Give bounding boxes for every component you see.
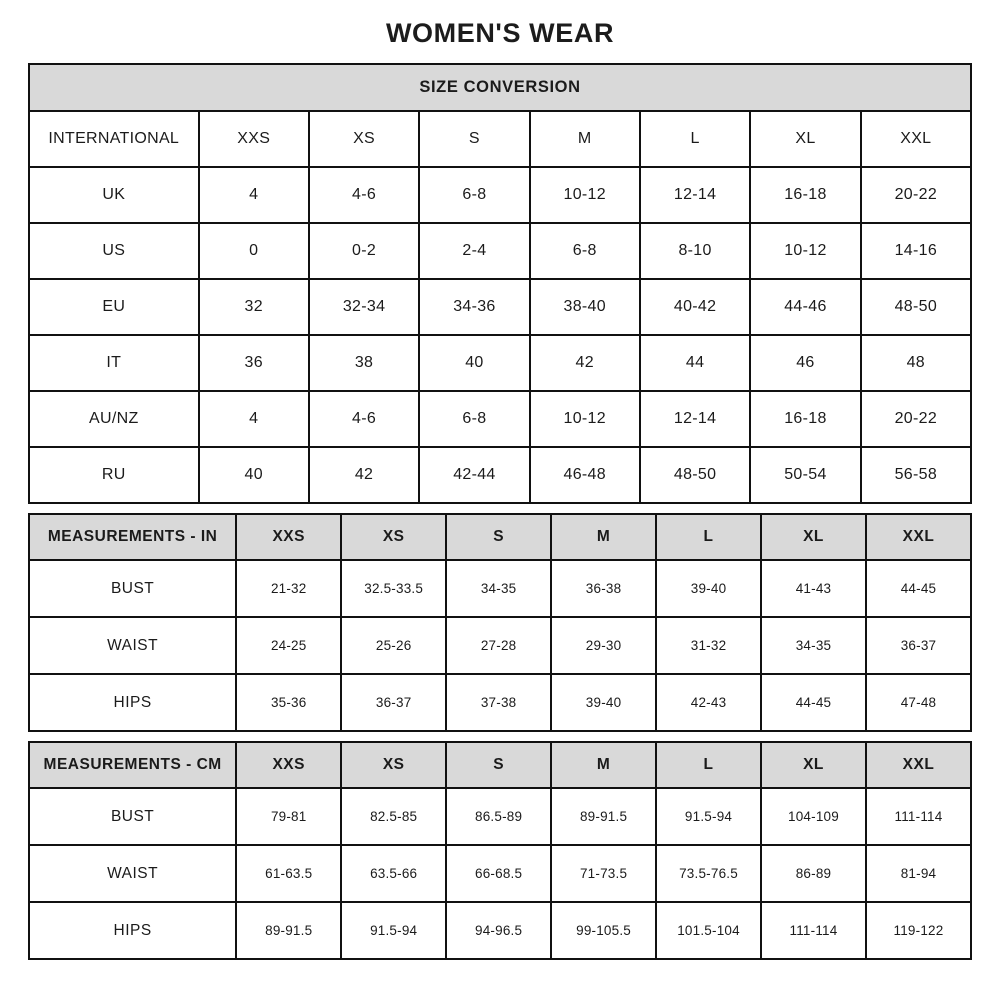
size-row-us — [29, 223, 971, 279]
size-cell: 46 — [750, 335, 860, 391]
size-cell: 32-34 — [309, 279, 419, 335]
size-row-international — [29, 111, 971, 167]
measurement-cell: 91.5-94 — [656, 788, 761, 845]
measurement-cell: 63.5-66 — [341, 845, 446, 902]
size-cell: XL — [750, 111, 860, 167]
size-cell: 20-22 — [861, 391, 971, 447]
size-cell: 6-8 — [530, 223, 640, 279]
measurements-in-table — [28, 513, 972, 732]
measurement-cell: 24-25 — [236, 617, 341, 674]
measurement-cell: 73.5-76.5 — [656, 845, 761, 902]
measurement-cell: 104-109 — [761, 788, 866, 845]
measurement-cell: 31-32 — [656, 617, 761, 674]
row-label: US — [29, 223, 199, 279]
row-label: WAIST — [29, 617, 236, 674]
size-cell: 10-12 — [530, 167, 640, 223]
measurements-cm-header-row — [29, 742, 971, 788]
size-cell: 36 — [199, 335, 309, 391]
size-cell: 38-40 — [530, 279, 640, 335]
size-cell: 40-42 — [640, 279, 750, 335]
measurement-cell: 44-45 — [866, 560, 971, 617]
measurement-cell: 21-32 — [236, 560, 341, 617]
measurement-cell: 111-114 — [866, 788, 971, 845]
size-row-uk — [29, 167, 971, 223]
measurement-cell: 42-43 — [656, 674, 761, 731]
measurement-cell: 35-36 — [236, 674, 341, 731]
row-label: EU — [29, 279, 199, 335]
row-label: HIPS — [29, 674, 236, 731]
column-header: S — [446, 514, 551, 560]
measurement-row-hips — [29, 674, 971, 731]
column-header: XL — [761, 742, 866, 788]
measurement-cell: 82.5-85 — [341, 788, 446, 845]
column-header: XXS — [236, 742, 341, 788]
size-cell: 0-2 — [309, 223, 419, 279]
size-cell: 16-18 — [750, 391, 860, 447]
measurement-cell: 119-122 — [866, 902, 971, 959]
measurement-cell: 36-38 — [551, 560, 656, 617]
column-header: XXL — [866, 742, 971, 788]
column-header: L — [656, 742, 761, 788]
size-row-it — [29, 335, 971, 391]
measurement-cell: 91.5-94 — [341, 902, 446, 959]
measurement-cell: 34-35 — [761, 617, 866, 674]
measurement-row-hips — [29, 902, 971, 959]
size-cell: 6-8 — [419, 167, 529, 223]
measurement-cell: 34-35 — [446, 560, 551, 617]
row-label: INTERNATIONAL — [29, 111, 199, 167]
size-cell: 32 — [199, 279, 309, 335]
size-cell: 42-44 — [419, 447, 529, 503]
size-conversion-banner-row — [29, 64, 971, 111]
size-cell: L — [640, 111, 750, 167]
measurement-cell: 41-43 — [761, 560, 866, 617]
size-cell: 6-8 — [419, 391, 529, 447]
column-header: XXS — [236, 514, 341, 560]
measurements-in-title: MEASUREMENTS - IN — [29, 514, 236, 560]
column-header: L — [656, 514, 761, 560]
size-cell: XXS — [199, 111, 309, 167]
size-cell: 50-54 — [750, 447, 860, 503]
measurement-cell: 61-63.5 — [236, 845, 341, 902]
size-cell: 46-48 — [530, 447, 640, 503]
column-header: XS — [341, 514, 446, 560]
size-cell: 10-12 — [750, 223, 860, 279]
row-label: BUST — [29, 560, 236, 617]
measurement-cell: 86.5-89 — [446, 788, 551, 845]
size-cell: 4 — [199, 391, 309, 447]
row-label: RU — [29, 447, 199, 503]
measurement-cell: 89-91.5 — [551, 788, 656, 845]
measurement-cell: 44-45 — [761, 674, 866, 731]
measurement-cell: 101.5-104 — [656, 902, 761, 959]
size-conversion-table — [28, 63, 972, 504]
row-label: IT — [29, 335, 199, 391]
measurement-cell: 39-40 — [551, 674, 656, 731]
size-cell: 48-50 — [861, 279, 971, 335]
size-cell: 4 — [199, 167, 309, 223]
measurement-cell: 79-81 — [236, 788, 341, 845]
column-header: XL — [761, 514, 866, 560]
size-row-eu — [29, 279, 971, 335]
size-cell: 14-16 — [861, 223, 971, 279]
measurement-cell: 36-37 — [866, 617, 971, 674]
measurements-cm-title: MEASUREMENTS - CM — [29, 742, 236, 788]
measurements-cm-table — [28, 741, 972, 960]
size-cell: M — [530, 111, 640, 167]
size-cell: 44-46 — [750, 279, 860, 335]
measurement-row-bust — [29, 788, 971, 845]
size-cell: 20-22 — [861, 167, 971, 223]
size-cell: S — [419, 111, 529, 167]
size-cell: 40 — [199, 447, 309, 503]
measurement-cell: 66-68.5 — [446, 845, 551, 902]
row-label: HIPS — [29, 902, 236, 959]
measurement-cell: 81-94 — [866, 845, 971, 902]
column-header: M — [551, 514, 656, 560]
size-cell: 40 — [419, 335, 529, 391]
measurement-cell: 47-48 — [866, 674, 971, 731]
row-label: UK — [29, 167, 199, 223]
size-cell: 12-14 — [640, 391, 750, 447]
size-cell: XXL — [861, 111, 971, 167]
measurement-cell: 89-91.5 — [236, 902, 341, 959]
size-cell: XS — [309, 111, 419, 167]
row-label: WAIST — [29, 845, 236, 902]
measurement-row-bust — [29, 560, 971, 617]
size-conversion-banner: SIZE CONVERSION — [29, 64, 971, 111]
measurement-cell: 99-105.5 — [551, 902, 656, 959]
size-cell: 38 — [309, 335, 419, 391]
size-cell: 12-14 — [640, 167, 750, 223]
size-row-aunz — [29, 391, 971, 447]
measurement-row-waist — [29, 617, 971, 674]
measurement-cell: 94-96.5 — [446, 902, 551, 959]
size-cell: 4-6 — [309, 391, 419, 447]
size-cell: 34-36 — [419, 279, 529, 335]
page-title: WOMEN'S WEAR — [385, 18, 615, 48]
measurement-cell: 71-73.5 — [551, 845, 656, 902]
size-cell: 2-4 — [419, 223, 529, 279]
measurement-cell: 37-38 — [446, 674, 551, 731]
measurement-cell: 29-30 — [551, 617, 656, 674]
column-header: S — [446, 742, 551, 788]
measurement-cell: 27-28 — [446, 617, 551, 674]
measurement-cell: 25-26 — [341, 617, 446, 674]
measurements-in-header-row — [29, 514, 971, 560]
column-header: XXL — [866, 514, 971, 560]
size-chart-page — [28, 0, 972, 960]
row-label: BUST — [29, 788, 236, 845]
measurement-cell: 32.5-33.5 — [341, 560, 446, 617]
row-label: AU/NZ — [29, 391, 199, 447]
size-cell: 10-12 — [530, 391, 640, 447]
measurement-row-waist — [29, 845, 971, 902]
measurement-cell: 39-40 — [656, 560, 761, 617]
size-cell: 4-6 — [309, 167, 419, 223]
column-header: XS — [341, 742, 446, 788]
column-header: M — [551, 742, 656, 788]
size-cell: 48 — [861, 335, 971, 391]
size-cell: 16-18 — [750, 167, 860, 223]
measurement-cell: 111-114 — [761, 902, 866, 959]
measurement-cell: 36-37 — [341, 674, 446, 731]
size-row-ru — [29, 447, 971, 503]
size-cell: 42 — [530, 335, 640, 391]
size-cell: 0 — [199, 223, 309, 279]
size-cell: 56-58 — [861, 447, 971, 503]
size-cell: 8-10 — [640, 223, 750, 279]
measurement-cell: 86-89 — [761, 845, 866, 902]
size-cell: 42 — [309, 447, 419, 503]
size-cell: 48-50 — [640, 447, 750, 503]
size-cell: 44 — [640, 335, 750, 391]
